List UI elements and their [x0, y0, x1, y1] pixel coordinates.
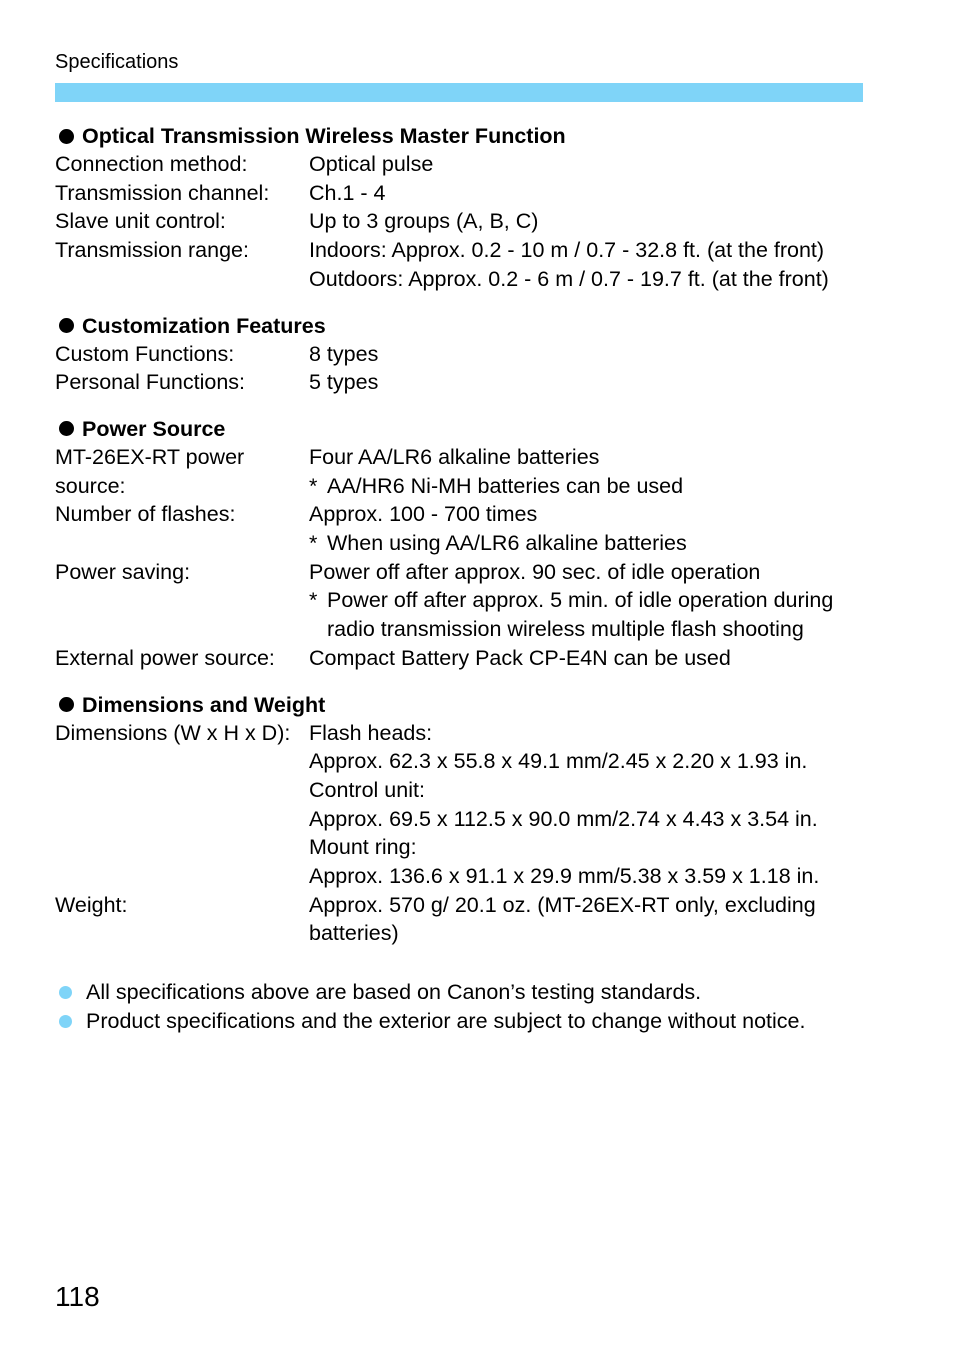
spec-value: Outdoors: Approx. 0.2 - 6 m / 0.7 - 19.7 ft. (at the front): [309, 266, 829, 291]
note-text: Product specifications and the exterior are subject to change without notice.: [86, 1008, 806, 1033]
spec-row-dimensions: [55, 719, 875, 891]
notes-list: [55, 978, 875, 1035]
spec-value: 8 types: [309, 341, 379, 366]
section-title: [55, 691, 875, 719]
spec-label: Weight:: [55, 892, 128, 917]
spec-label: Connection method:: [55, 152, 248, 176]
spec-value: Approx. 570 g/ 20.1 oz. (MT-26EX-RT only, excluding: [309, 892, 816, 917]
spec-label: Number of flashes:: [55, 502, 236, 527]
section-title-text: Power Source: [82, 416, 226, 441]
spec-value: Four AA/LR6 alkaline batteries: [309, 444, 600, 469]
asterisk-marker: *: [309, 531, 318, 556]
section-title: [55, 415, 875, 443]
note-text: All specifications above are based on Canon’s testing standards.: [86, 980, 702, 1005]
section-title-text: Customization Features: [82, 313, 326, 338]
spec-row-power-source-cont: [55, 472, 875, 501]
spec-label: Transmission range:: [55, 238, 249, 263]
spec-note-text: Power off after approx. 5 min. of idle operation during: [327, 588, 834, 613]
spec-content: [55, 122, 875, 1036]
spec-value: Mount ring:: [309, 835, 417, 860]
note-item: [55, 978, 875, 1007]
spec-value: Approx. 62.3 x 55.8 x 49.1 mm/2.45 x 2.20 x 1.93 in.: [309, 749, 808, 774]
note-item: [55, 1007, 875, 1036]
spec-note: [309, 472, 875, 501]
spec-note-text: radio transmission wireless multiple flash shooting: [327, 617, 804, 642]
section-optical-transmission: [55, 122, 875, 294]
spec-value: 5 types: [309, 370, 379, 395]
spec-label: MT-26EX-RT power: [55, 444, 245, 469]
spec-note: [309, 529, 875, 558]
spec-value: Compact Battery Pack CP-E4N can be used: [309, 645, 731, 670]
spec-label: Slave unit control:: [55, 209, 226, 234]
page-number: 118: [55, 1281, 100, 1312]
spec-row-custom-functions: [55, 340, 875, 369]
spec-value: batteries): [309, 921, 399, 946]
bullet-icon: [59, 129, 74, 144]
spec-value: Approx. 100 - 700 times: [309, 502, 538, 527]
spec-label: Custom Functions:: [55, 341, 235, 366]
section-dimensions-weight: [55, 691, 875, 949]
note-bullet-icon: [59, 986, 72, 999]
spec-note-text: When using AA/LR6 alkaline batteries: [327, 531, 687, 556]
spec-value: Power off after approx. 90 sec. of idle operation: [309, 559, 761, 584]
spec-note: [309, 586, 875, 615]
section-title: [55, 122, 875, 150]
bullet-icon: [59, 697, 74, 712]
spec-row-personal-functions: [55, 368, 875, 397]
section-customization-features: [55, 312, 875, 397]
spec-label: Transmission channel:: [55, 180, 270, 205]
spec-row-weight: [55, 891, 875, 948]
spec-label: Power saving:: [55, 559, 191, 584]
spec-note-continuation: [309, 615, 875, 644]
spec-value: Approx. 69.5 x 112.5 x 90.0 mm/2.74 x 4.43 x 3.54 in.: [309, 806, 818, 831]
asterisk-marker: *: [309, 473, 318, 498]
spec-value: Flash heads:: [309, 720, 433, 745]
spec-value: Up to 3 groups (A, B, C): [309, 209, 539, 234]
section-title-text: Dimensions and Weight: [82, 692, 326, 717]
section-title: [55, 312, 875, 340]
spec-label: Personal Functions:: [55, 370, 246, 395]
running-header: Specifications: [55, 51, 179, 73]
spec-row-power-saving: [55, 558, 875, 644]
section-power-source: [55, 415, 875, 673]
spec-label: source:: [55, 473, 126, 498]
header-bar: [55, 83, 863, 102]
spec-value: Optical pulse: [309, 152, 434, 176]
spec-label: External power source:: [55, 645, 275, 670]
bullet-icon: [59, 421, 74, 436]
spec-row-transmission-channel: [55, 179, 875, 208]
spec-row-external-power-source: [55, 644, 875, 673]
bullet-icon: [59, 318, 74, 333]
spec-row-slave-unit-control: [55, 207, 875, 236]
asterisk-marker: *: [309, 588, 318, 613]
spec-value: Indoors: Approx. 0.2 - 10 m / 0.7 - 32.8 ft. (at the front): [309, 238, 825, 263]
spec-label: Dimensions (W x H x D):: [55, 720, 291, 745]
section-title-text: Optical Transmission Wireless Master Function: [82, 124, 566, 148]
spec-note-text: AA/HR6 Ni-MH batteries can be used: [327, 473, 684, 498]
note-bullet-icon: [59, 1015, 72, 1028]
spec-value: Control unit:: [309, 777, 425, 802]
spec-value: Ch.1 - 4: [309, 180, 386, 205]
spec-row-number-of-flashes: [55, 500, 875, 557]
spec-row-transmission-range: [55, 236, 875, 293]
spec-row-power-source: [55, 443, 875, 472]
spec-row-connection-method: [55, 150, 875, 179]
spec-value: Approx. 136.6 x 91.1 x 29.9 mm/5.38 x 3.59 x 1.18 in.: [309, 864, 820, 889]
